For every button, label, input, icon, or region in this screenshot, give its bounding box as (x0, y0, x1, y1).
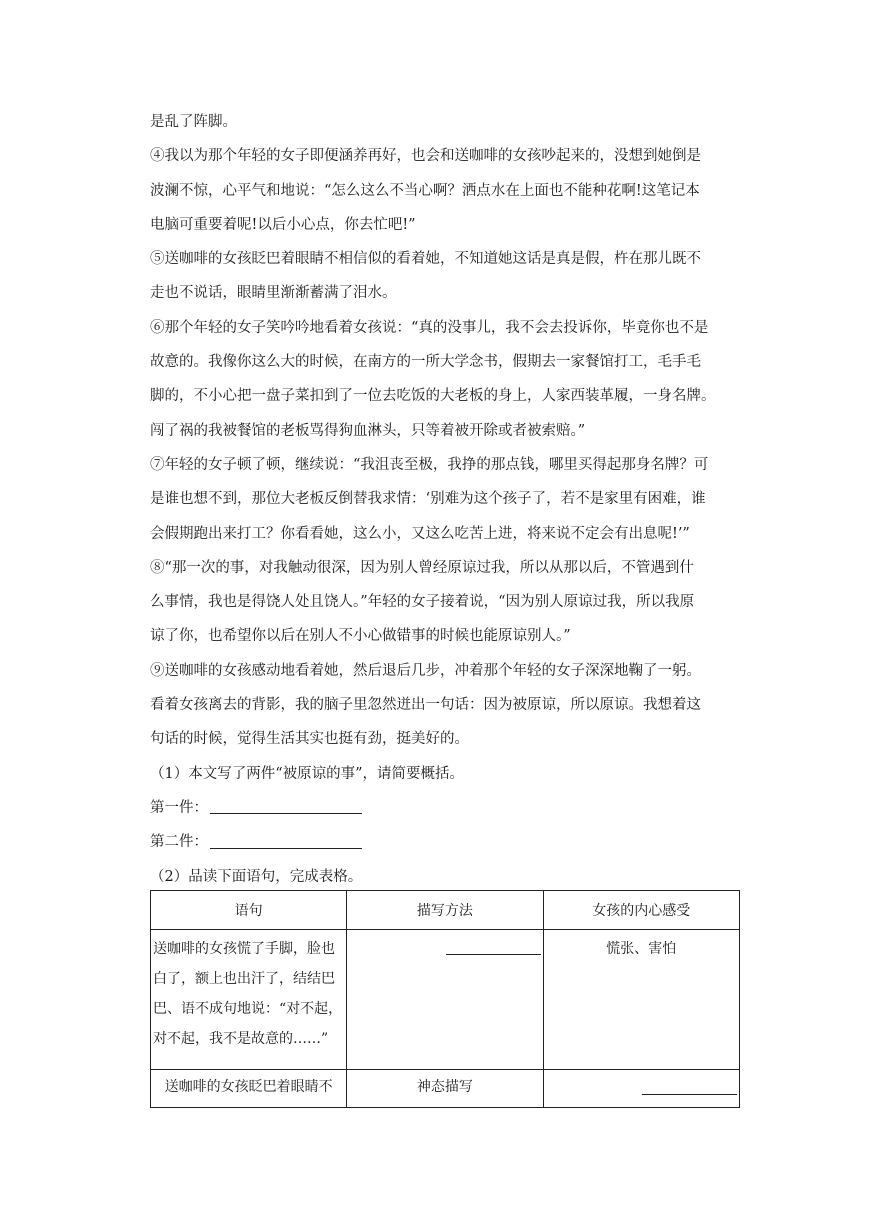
passage-line: ④我以为那个年轻的女子即便涵养再好，也会和送咖啡的女孩吵起来的，没想到她倒是 (150, 148, 701, 165)
row1-sentence-line: 巴、语不成句地说：“对不起， (153, 1001, 343, 1017)
row1-sentence-line: 对不起，我不是故意的……” (153, 1031, 329, 1047)
answer-second-blank[interactable] (210, 836, 362, 849)
passage-line: 句话的时候，觉得生活其实也挺有劲，挺美好的。 (150, 731, 469, 748)
row2-feeling (543, 1070, 739, 1108)
row2-method (347, 1070, 543, 1108)
row1-sentence-line: 白了，额上也出汗了，结结巴 (153, 971, 335, 987)
row2-feeling-blank[interactable] (642, 1094, 737, 1095)
passage-line: ⑨送咖啡的女孩感动地看着她，然后退后几步，冲着那个年轻的女子深深地鞠了一躬。 (150, 662, 701, 679)
header-method: 描写方法 (347, 891, 543, 930)
answer-first-label: 第一件： (150, 799, 208, 816)
row1-method-blank[interactable] (446, 954, 541, 955)
passage-line: 是乱了阵脚。 (150, 114, 237, 130)
row2-method-text: 神态描写 (416, 1079, 473, 1095)
passage-line: 走也不说话，眼睛里渐渐蓄满了泪水。 (150, 285, 397, 302)
question-1: （1）本文写了两件“被原谅的事”，请简要概括。 (150, 765, 465, 782)
passage-line: 波澜不惊，心平气和地说：“怎么这么不当心啊？洒点水在上面也不能种花啊!这笔记本 (150, 182, 700, 199)
passage-line: 会假期跑出来打工？你看看她，这么小，又这么吃苦上进，将来说不定会有出息呢!’” (150, 525, 690, 542)
row1-sentence-line: 送咖啡的女孩慌了手脚，脸也 (153, 941, 335, 957)
passage-line: 电脑可重要着呢!以后小心点，你去忙吧!” (150, 216, 416, 233)
table-row (151, 930, 740, 1070)
row1-sentence (151, 930, 347, 1070)
row1-method (347, 930, 543, 1070)
passage-line: 故意的。我像你这么大的时候，在南方的一所大学念书，假期去一家餐馆打工，毛手毛 (150, 354, 701, 371)
header-feeling: 女孩的内心感受 (543, 891, 739, 930)
analysis-table (150, 890, 740, 1108)
passage-line: 脚的，不小心把一盘子菜扣到了一位去吃饭的大老板的身上，人家西装革履，一身名牌。 (150, 388, 716, 405)
header-sentence: 语句 (151, 891, 347, 930)
row1-feeling (543, 930, 739, 1070)
passage-line: 看着女孩离去的背影，我的脑子里忽然迸出一句话：因为被原谅，所以原谅。我想着这 (150, 697, 701, 714)
answer-second-row (150, 827, 742, 861)
passage-line: 么事情，我也是得饶人处且饶人。”年轻的女子接着说，“因为别人原谅过我，所以我原 (150, 594, 695, 611)
answer-first-blank[interactable] (210, 801, 362, 814)
question-2: （2）品读下面语句，完成表格。 (150, 868, 363, 885)
passage-line: ⑥那个年轻的女子笑吟吟地看着女孩说：“真的没事儿，我不会去投诉你，毕竟你也不是 (150, 319, 709, 336)
table-header-row (151, 891, 740, 930)
answer-second-label: 第二件： (150, 834, 208, 851)
row1-feeling-text: 慌张、害怕 (606, 941, 677, 957)
row2-sentence-text: 送咖啡的女孩眨巴着眼睛不 (164, 1079, 333, 1095)
passage-line: 闯了祸的我被餐馆的老板骂得狗血淋头，只等着被开除或者被索赔。” (150, 422, 586, 439)
passage-line: 谅了你，也希望你以后在别人不小心做错事的时候也能原谅别人。” (150, 628, 571, 645)
passage-line: ⑦年轻的女子顿了顿，继续说：“我沮丧至极，我挣的那点钱，哪里买得起那身名牌？可 (150, 456, 709, 473)
answer-first-row (150, 793, 742, 827)
passage-line: ⑧“那一次的事，对我触动很深，因为别人曾经原谅过我，所以从那以后，不管遇到什 (150, 559, 694, 576)
passage-line: ⑤送咖啡的女孩眨巴着眼睛不相信似的看着她，不知道她这话是真是假，杵在那儿既不 (150, 251, 701, 268)
table-row (151, 1070, 740, 1108)
passage-line: 是谁也想不到，那位大老板反倒替我求情：‘别难为这个孩子了，若不是家里有困难，谁 (150, 491, 706, 508)
passage (150, 107, 742, 896)
row2-sentence (151, 1070, 347, 1108)
